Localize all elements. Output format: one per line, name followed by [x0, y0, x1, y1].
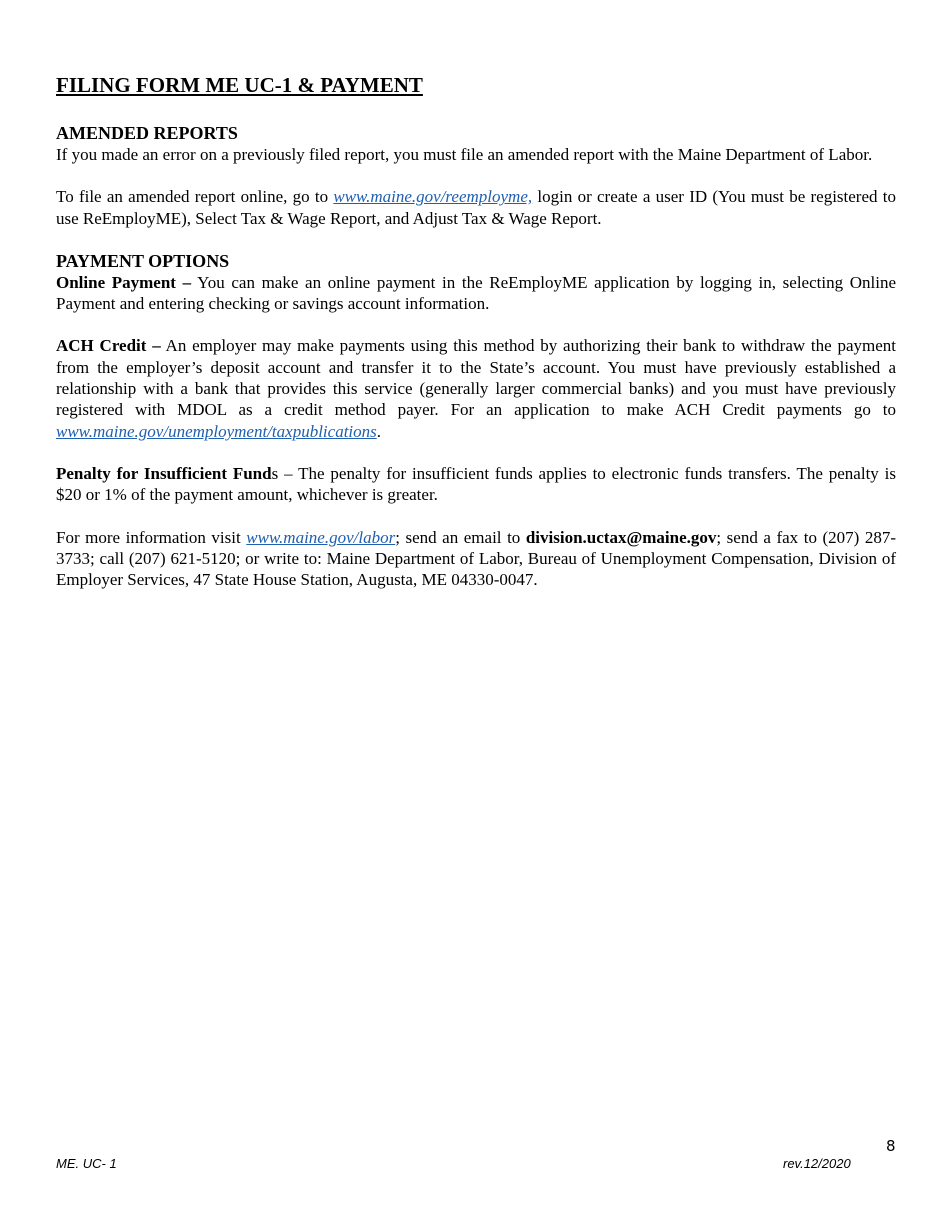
footer-revision: rev.12/2020	[783, 1156, 851, 1171]
penalty-label: Penalty for Insufficient Fund	[56, 463, 272, 483]
contact-email: division.uctax@maine.gov	[525, 527, 717, 547]
ach-credit-label: ACH Credit –	[56, 336, 161, 356]
online-payment-label: Online Payment –	[56, 272, 192, 292]
online-payment-text: You can make an online payment in the ReEmployME application by logging in, selecting Online Payment and entering checking or savings account information.	[56, 272, 896, 314]
contact-text-post: ; send a fax to (207) 287-3733; call (207) 621-5120; or write to: Maine Department of Labor, Bureau of Unemployment Compensation, Division of Employer Services, 47 State House Station, Augusta, ME 04330-0047.	[56, 527, 897, 590]
ach-credit-text: An employer may make payments using this method by authorizing their bank to withdraw the payment from the employer’s deposit account and transfer it to the State’s account. You must have previously established a relationship with a bank that provides this service (generally larger commercial banks) and you must have previously registered with MDOL as a credit method payer. For an application to make ACH Credit payments go to	[56, 336, 896, 420]
ach-credit-end: .	[376, 421, 382, 441]
page-title: FILING FORM ME UC-1 & PAYMENT	[56, 73, 423, 97]
penalty-paragraph	[56, 463, 896, 506]
ach-credit-paragraph	[56, 335, 896, 441]
labor-link[interactable]: www.maine.gov/labor	[246, 527, 396, 547]
amended-online-text-post: login or create a user ID (You must be registered to use ReEmployME), Select Tax & Wage Report, and Adjust Tax & Wage Report.	[56, 187, 896, 228]
amended-reports-online	[56, 186, 896, 229]
penalty-text: s – The penalty for insufficient funds applies to electronic funds transfers. The penalty is $20 or 1% of the payment amount, whichever is greater.	[56, 463, 896, 505]
amended-online-text-pre: To file an amended report online, go to	[56, 187, 334, 207]
online-payment-paragraph	[56, 272, 896, 315]
reemployme-link[interactable]: www.maine.gov/reemployme,	[333, 187, 533, 207]
page-number: 8	[886, 1137, 896, 1155]
contact-text-mid: ; send an email to	[395, 527, 526, 547]
document-body	[56, 70, 896, 590]
amended-reports-intro: If you made an error on a previously filed report, you must file an amended report with the Maine Department of Labor.	[56, 145, 873, 164]
footer-form-id: ME. UC- 1	[56, 1156, 117, 1171]
contact-paragraph	[56, 527, 896, 591]
taxpublications-link[interactable]: www.maine.gov/unemployment/taxpublications	[56, 421, 377, 441]
payment-options-heading: PAYMENT OPTIONS	[56, 250, 230, 271]
contact-text-pre: For more information visit	[56, 527, 247, 547]
amended-reports-heading: AMENDED REPORTS	[56, 123, 238, 143]
